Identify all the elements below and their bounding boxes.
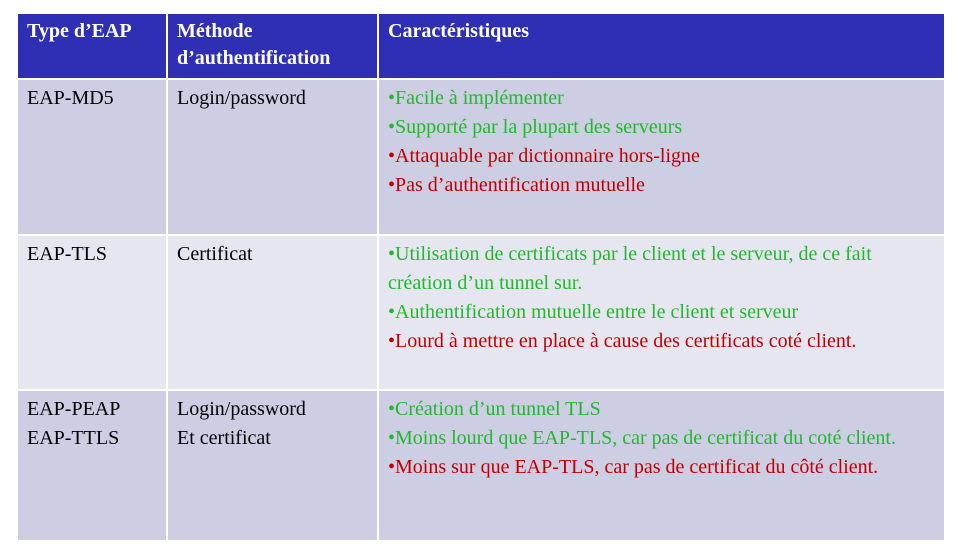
method-cell xyxy=(167,390,378,541)
type-cell xyxy=(17,235,167,390)
characteristic-item: •Moins sur que EAP-TLS, car pas de certificat du côté client. xyxy=(388,456,879,478)
table-row xyxy=(17,79,945,235)
type-cell xyxy=(17,390,167,541)
type-cell xyxy=(17,79,167,235)
characteristic-item: •Moins lourd que EAP-TLS, car pas de certificat du coté client. xyxy=(388,427,896,449)
characteristic-item: •Authentification mutuelle entre le client et serveur xyxy=(388,301,799,323)
method-cell xyxy=(167,79,378,235)
characteristic-item: •Facile à implémenter xyxy=(388,87,564,109)
characteristic-item: •Pas d’authentification mutuelle xyxy=(388,174,645,196)
eap-type: EAP-PEAP xyxy=(27,398,121,420)
eap-type: EAP-TTLS xyxy=(27,427,120,449)
table-row xyxy=(17,235,945,390)
method-cell xyxy=(167,235,378,390)
characteristic-item: •Supporté par la plupart des serveurs xyxy=(388,116,683,138)
table-row xyxy=(17,390,945,541)
eap-type: EAP-TLS xyxy=(27,243,107,265)
header-method: Méthode d’authentification xyxy=(167,13,378,79)
characteristic-item: •Création d’un tunnel TLS xyxy=(388,398,601,420)
characteristics-cell xyxy=(378,235,945,390)
table-header-row xyxy=(17,13,945,79)
characteristic-item: •Utilisation de certificats par le client et le serveur, de ce fait création d’un tunnel sur. xyxy=(388,243,872,294)
characteristic-item: •Lourd à mettre en place à cause des certificats coté client. xyxy=(388,330,857,352)
auth-method: Certificat xyxy=(177,243,253,265)
auth-method: Login/password xyxy=(177,87,306,109)
characteristic-item: •Attaquable par dictionnaire hors-ligne xyxy=(388,145,700,167)
characteristics-cell xyxy=(378,79,945,235)
characteristics-cell xyxy=(378,390,945,541)
header-characteristics: Caractéristiques xyxy=(378,13,945,79)
auth-method: Login/password xyxy=(177,398,306,420)
header-type: Type d’EAP xyxy=(17,13,167,79)
auth-method: Et certificat xyxy=(177,427,271,449)
eap-type: EAP-MD5 xyxy=(27,87,114,109)
eap-comparison-table xyxy=(16,12,946,542)
